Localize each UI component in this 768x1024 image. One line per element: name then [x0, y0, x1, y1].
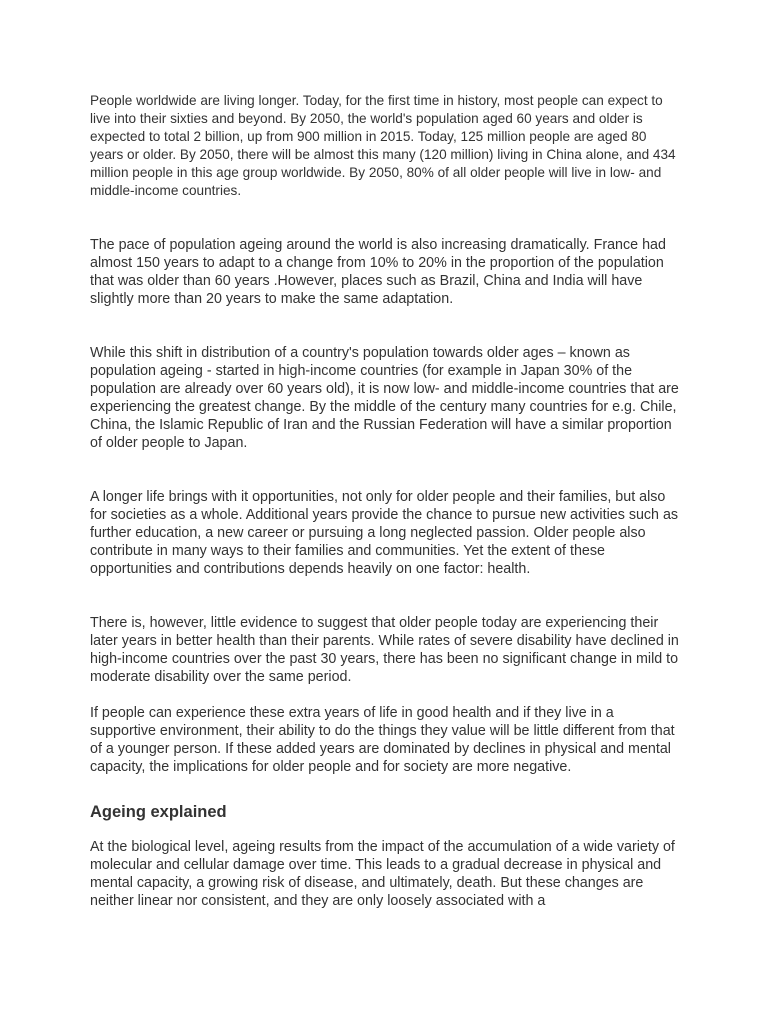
paragraph-opportunities: A longer life brings with it opportunities, not only for older people and their families, but also for societies as a whole. Additional years provide the chance to pursue new activities such as further education, a new career or pursuing a long neglected passion. Older people also contribute in many ways to their families and communities. Yet the extent of these opportunities and contributions depends heavily on one factor: health.: [90, 489, 679, 577]
paragraph-gap: [90, 686, 682, 704]
paragraph-pace-of-ageing: The pace of population ageing around the world is also increasing dramatically. France had almost 150 years to adapt to a change from 10% to 20% in the proportion of the population that was older than 60 years .However, places such as Brazil, China and India will have slightly more than 20 years to make the same adaptation.: [90, 237, 666, 307]
paragraph-good-health: If people can experience these extra years of life in good health and if they live in a supportive environment, their ability to do the things they value will be little different from that of a younger person. If these added years are dominated by declines in physical and mental capacity, the implications for older people and for society are more negative.: [90, 705, 675, 775]
section-heading: Ageing explained: [90, 803, 227, 821]
paragraph-gap: [90, 200, 682, 236]
paragraph-population-shift: While this shift in distribution of a country's population towards older ages – known as population ageing - started in high-income countries (for example in Japan 30% of the population are already over 60 years old), it is now low- and middle-income countries that are experiencing the greatest change. By the middle of the century many countries for e.g. Chile, China, the Islamic Republic of Iran and the Russian Federation will have a similar proportion of older people to Japan.: [90, 345, 679, 451]
paragraph-gap: [90, 452, 682, 488]
paragraph-life-expectancy: People worldwide are living longer. Today, for the first time in history, most people can expect to live into their sixties and beyond. By 2050, the world's population aged 60 years and older is expected to total 2 billion, up from 900 million in 2015. Today, 125 million people are aged 80 years or older. By 2050, there will be almost this many (120 million) living in China alone, and 434 million people in this age group worldwide. By 2050, 80% of all older people will live in low- and middle-income countries.: [90, 93, 676, 198]
paragraph-health-evidence: There is, however, little evidence to suggest that older people today are experiencing their later years in better health than their parents. While rates of severe disability have declined in high-income countries over the past 30 years, there has been no significant change in mild to moderate disability over the same period.: [90, 615, 679, 685]
paragraph-gap: [90, 578, 682, 614]
paragraph-biological-level: At the biological level, ageing results from the impact of the accumulation of a wide variety of molecular and cellular damage over time. This leads to a gradual decrease in physical and mental capacity, a growing risk of disease, and ultimately, death. But these changes are neither linear nor consistent, and they are only loosely associated with a: [90, 839, 675, 909]
paragraph-gap: [90, 308, 682, 344]
document-body: [90, 92, 682, 910]
